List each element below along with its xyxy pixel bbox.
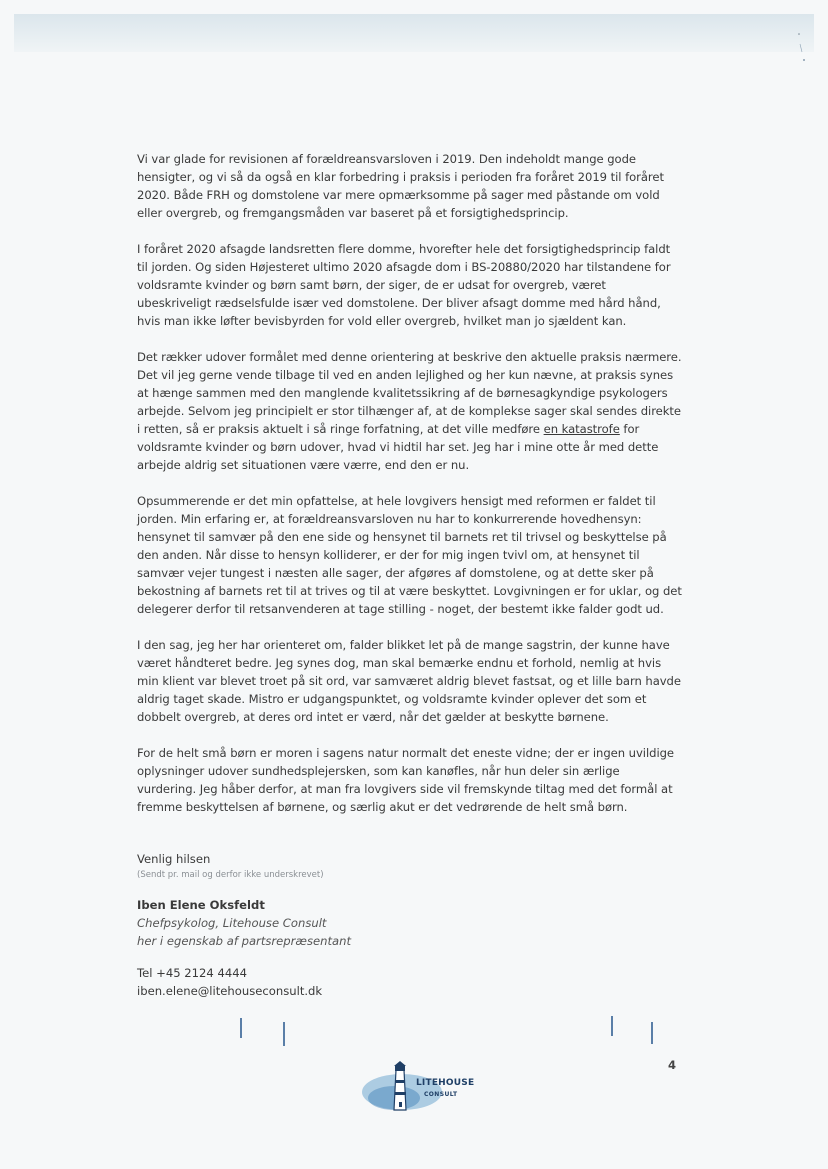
underlined-phrase: en katastrofe — [543, 422, 620, 436]
signer-role: her i egenskab af partsrepræsentant — [137, 934, 352, 948]
paragraph-2: I foråret 2020 afsagde landsretten flere domme, hvorefter hele det forsigtighedsprincip faldt til jorden. Og siden Højesteret ultimo 2020 afsagde dom i BS-20880/2020 har tilstandene for voldsramte kvinder og børn samt børn, der siger, de er udsat for overgreb, været ubeskriveligt rædselsfulde især ved domstolene. Der bliver afsagt domme med hård hånd, hvis man ikke løfter bevisbyrden for vold eller overgreb, hvilket man jo sjældent kan. — [137, 242, 671, 328]
scan-mark — [240, 1018, 242, 1038]
scan-mark — [611, 1016, 613, 1036]
scan-header-band — [14, 14, 814, 52]
signer-name: Iben Elene Oksfeldt — [137, 898, 265, 912]
paragraph-3-text-a: Det rækker udover formålet med denne orientering at beskrive den aktuelle praksis nærmere. Det vil jeg gerne vende tilbage til ved en anden lejlighed og her kun nævne, at praksis synes at hænge sammen med den manglende kvalitetssikring af de børnesagkyndige psykologers arbejde. Selvom jeg principielt er stor tilhænger af, at de komplekse sager skal sendes direkte i retten, så er praksis aktuelt i så ringe forfatning, at det ville medføre — [137, 350, 682, 436]
signature-block — [137, 850, 537, 1000]
greeting: Venlig hilsen — [137, 852, 211, 866]
paragraph-1: Vi var glade for revisionen af forældreansvarsloven i 2019. Den indeholdt mange gode hensigter, og vi så da også en klar forbedring i praksis i perioden fra foråret 2019 til foråret 2020. Både FRH og domstolene var mere opmærksomme på sager med påstande om vold eller overgreb, og fremgangsmåden var baseret på et forsigtighedsprincip. — [137, 152, 664, 220]
letter-body — [137, 150, 682, 834]
paragraph-3-text-b: for voldsramte kvinder og børn udover, hvad vi hidtil har set. Jeg har i mine otte år med dette arbejde aldrig set situationen være værre, end den er nu. — [137, 422, 659, 472]
paragraph-5: I den sag, jeg her har orienteret om, falder blikket let på de mange sagstrin, der kunne have været håndteret bedre. Jeg synes dog, man skal bemærke endnu et forhold, nemlig at hvis min klient var blevet troet på sit ord, var samværet aldrig blevet fastsat, og et lille barn havde aldrig taget skade. Mistro er udgangspunktet, og voldsramte kvinder oplever det som et dobbelt overgreb, at deres ord intet er værd, når det gælder at beskytte børnene. — [137, 638, 681, 724]
signer-title: Chefpsykolog, Litehouse Consult — [137, 916, 327, 930]
scan-mark — [651, 1022, 653, 1044]
paragraph-3 — [137, 348, 682, 474]
email-address: iben.elene@litehouseconsult.dk — [137, 984, 323, 998]
scan-mark — [283, 1022, 285, 1046]
lighthouse-icon — [356, 1058, 476, 1118]
unsigned-note: (Sendt pr. mail og derfor ikke underskrevet) — [137, 870, 324, 880]
paragraph-4: Opsummerende er det min opfattelse, at hele lovgivers hensigt med reformen er faldet til jorden. Min erfaring er, at forældreansvarsloven nu har to konkurrerende hovedhensyn: hensynet til samvær på den ene side og hensynet til barnets ret til trivsel og beskyttelse på den anden. Når disse to hensyn kolliderer, er der for mig ingen tvivl om, at hensynet til samvær vejer tungest i næsten alle sager, der afgøres af domstolene, og at dette sker på bekostning af barnets ret til at trives og til at være beskyttet. Lovgivningen er for uklar, og det delegerer derfor til retsanvenderen at tage stilling - noget, der bestemt ikke falder godt ud. — [137, 494, 682, 616]
logo-wordmark: LITEHOUSE — [416, 1078, 475, 1088]
phone-number: Tel +45 2124 4444 — [137, 966, 247, 980]
page-number: 4 — [668, 1058, 677, 1072]
paragraph-6: For de helt små børn er moren i sagens natur normalt det eneste vidne; der er ingen uvildige oplysninger udover sundhedsplejersken, som kan kanøfles, når hun deler sin ærlige vurdering. Jeg håber derfor, at man fra lovgivers side vil fremskynde tiltag med det formål at fremme beskyttelsen af børnene, og særlig akut er det vedrørende de helt små børn. — [137, 746, 675, 814]
scan-artifact-marks — [796, 30, 808, 70]
logo-subtext: CONSULT — [424, 1091, 458, 1098]
